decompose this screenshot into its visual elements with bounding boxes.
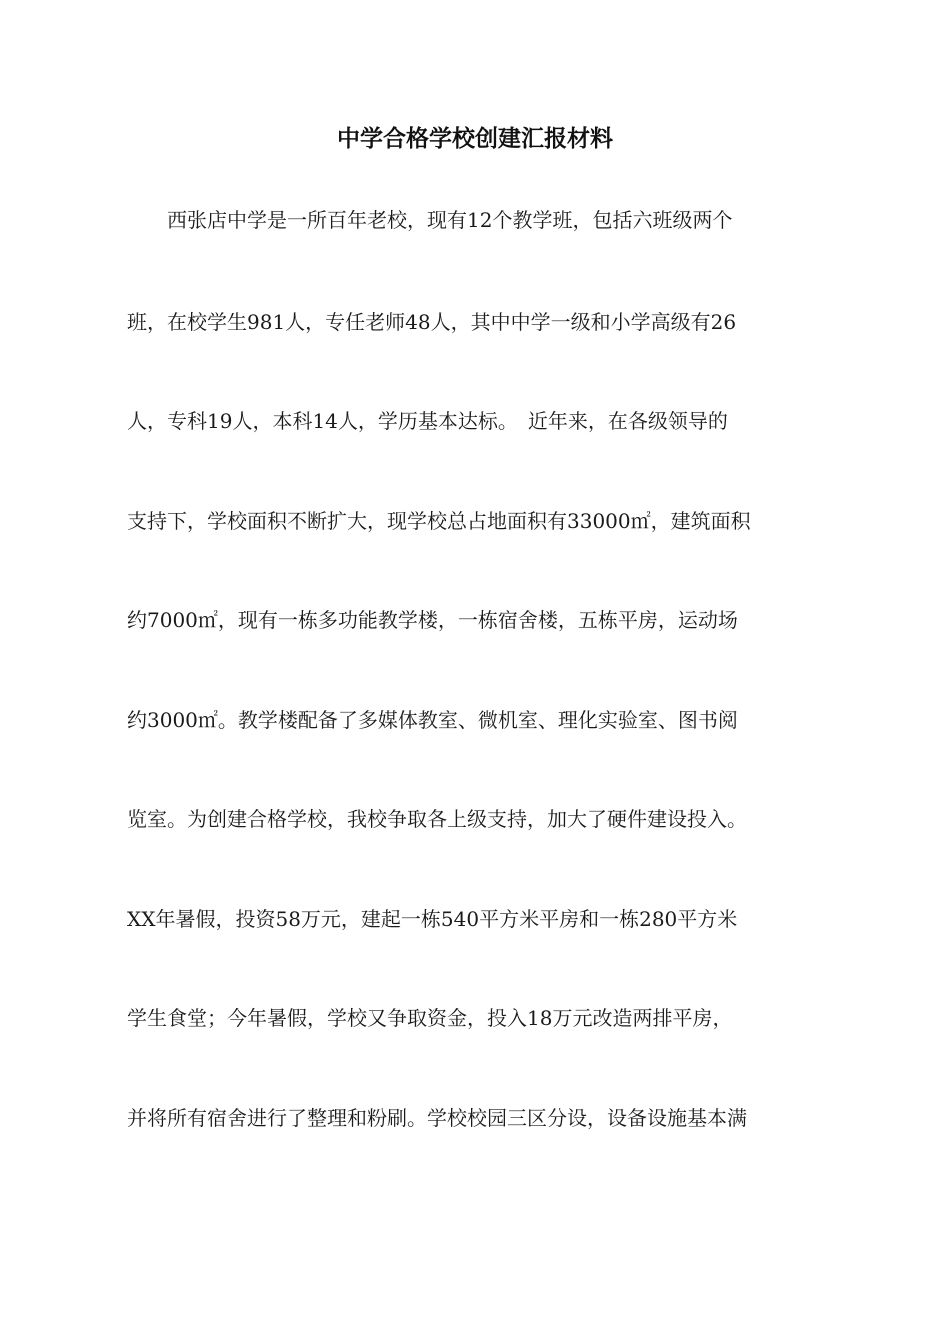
body-line-8: XX年暑假，投资58万元，建起一栋540平方米平房和一栋280平方米 [127, 907, 738, 931]
document-title: 中学合格学校创建汇报材料 [337, 126, 613, 152]
body-line-5: 约7000㎡，现有一栋多功能教学楼，一栋宿舍楼，五栋平房，运动场 [127, 608, 738, 632]
body-line-10: 并将所有宿舍进行了整理和粉刷。学校校园三区分设，设备设施基本满 [127, 1106, 747, 1130]
body-line-7: 览室。为创建合格学校，我校争取各上级支持，加大了硬件建设投入。 [127, 807, 747, 831]
body-line-3: 人，专科19人，本科14人，学历基本达标。 近年来，在各级领导的 [127, 409, 728, 433]
body-line-9: 学生食堂；今年暑假，学校又争取资金，投入18万元改造两排平房， [127, 1006, 733, 1030]
body-line-1: 西张店中学是一所百年老校，现有12个教学班，包括六班级两个 [127, 208, 733, 232]
body-line-4: 支持下，学校面积不断扩大，现学校总占地面积有33000㎡，建筑面积 [127, 509, 751, 533]
body-line-2: 班，在校学生981人，专任老师48人，其中中学一级和小学高级有26 [127, 310, 737, 334]
body-line-6: 约3000㎡。教学楼配备了多媒体教室、微机室、理化实验室、图书阅 [127, 708, 738, 732]
